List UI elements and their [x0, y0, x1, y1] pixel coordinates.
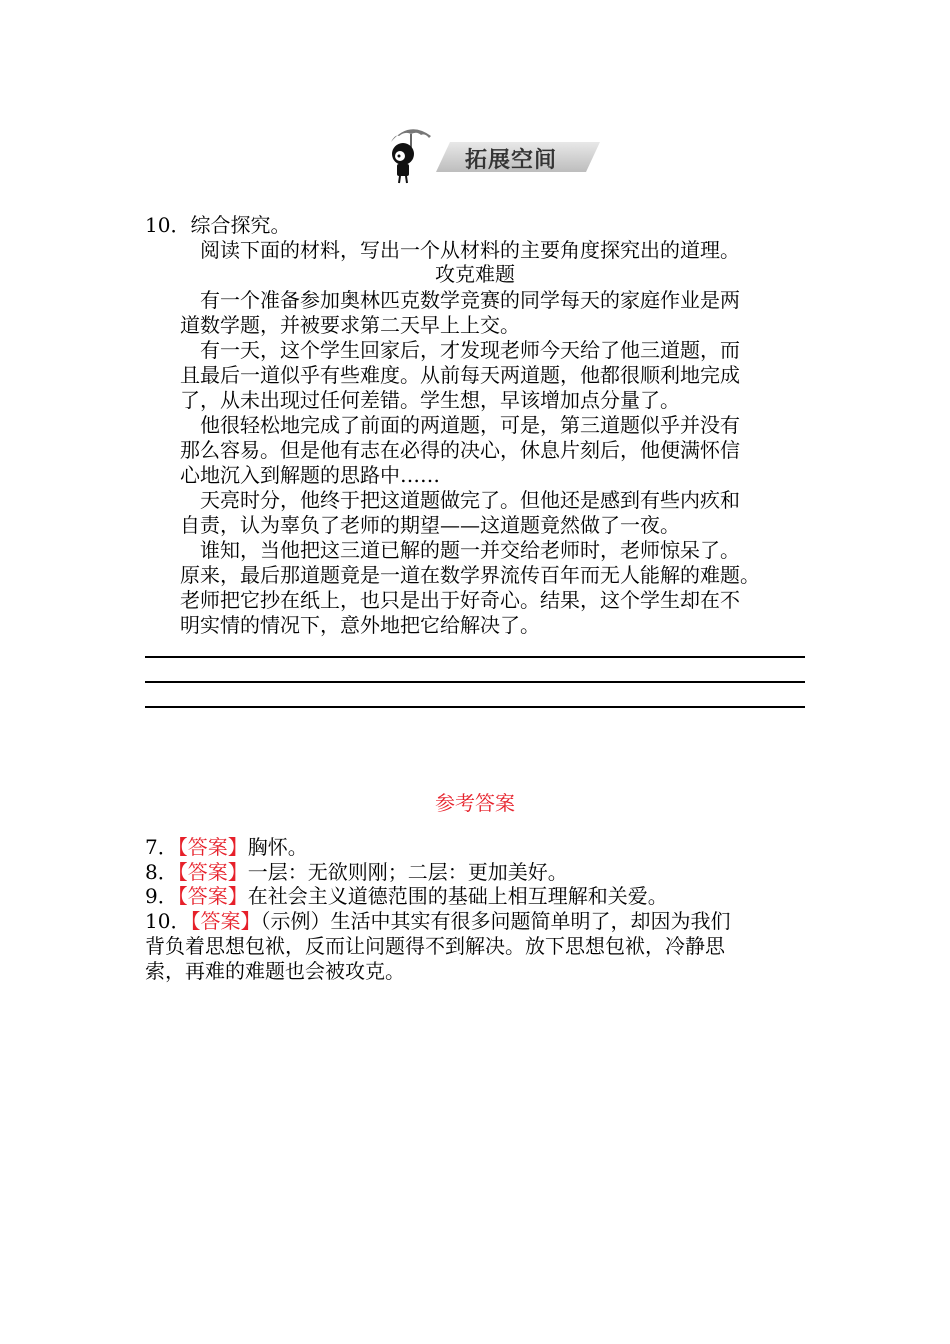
question-instruction: 阅读下面的材料，写出一个从材料的主要角度探究出的道理。: [200, 238, 740, 262]
answer-text: 在社会主义道德范围的基础上相互理解和关爱。: [247, 884, 668, 908]
passage-line: 谁知，当他把这三道已解的题一并交给老师时，老师惊呆了。: [180, 538, 740, 562]
answer-item-9: [145, 884, 807, 908]
answer-number: 10．: [145, 909, 191, 933]
answer-number: 9．: [145, 884, 178, 908]
answer-tag: 【答案】: [177, 884, 248, 908]
passage-line: 有一天，这个学生回家后，才发现老师今天给了他三道题，而: [180, 338, 740, 362]
passage-line: 自责，认为辜负了老师的期望——这道题竟然做了一夜。: [180, 513, 680, 537]
girl-with-umbrella-icon: [385, 120, 445, 185]
passage-line: 明实情的情况下，意外地把它给解决了。: [180, 613, 540, 637]
answer-tag: 【答案】: [177, 835, 248, 859]
section-banner: [385, 120, 615, 185]
passage-line: 天亮时分，他终于把这道题做完了。但他还是感到有些内疚和: [180, 488, 740, 512]
answer-item-7: [145, 835, 807, 859]
question-number-title: 10．综合探究。: [145, 213, 291, 237]
passage-line: 有一个准备参加奥林匹克数学竞赛的同学每天的家庭作业是两: [180, 288, 740, 312]
answer-continuation: 索，再难的难题也会被攻克。: [145, 959, 405, 983]
answer-writing-line[interactable]: [145, 656, 805, 658]
banner-title: 拓展空间: [465, 148, 558, 173]
answer-writing-line[interactable]: [145, 706, 805, 708]
answer-text: 胸怀。: [247, 835, 308, 859]
answer-number: 8．: [145, 860, 178, 884]
passage-line: 心地沉入到解题的思路中……: [180, 463, 440, 487]
answer-tag: 【答案】: [190, 909, 261, 933]
passage-line: 他很轻松地完成了前面的两道题，可是，第三道题似乎并没有: [180, 413, 740, 437]
answer-continuation: 背负着思想包袱，反而让问题得不到解决。放下思想包袱，冷静思: [145, 934, 725, 958]
answer-item-10: [145, 909, 807, 933]
passage-line: 老师把它抄在纸上，也只是出于好奇心。结果，这个学生却在不: [180, 588, 740, 612]
passage-line: 那么容易。但是他有志在必得的决心，休息片刻后，他便满怀信: [180, 438, 740, 462]
answers-title: 参考答案: [435, 791, 515, 815]
passage-title: 攻克难题: [435, 262, 515, 286]
passage-line: 且最后一道似乎有些难度。从前每天两道题，他都很顺利地完成: [180, 363, 740, 387]
answer-text: （示例）生活中其实有很多问题简单明了，却因为我们: [260, 909, 731, 933]
answer-item-8: [145, 860, 807, 884]
passage-line: 了，从未出现过任何差错。学生想，早该增加点分量了。: [180, 388, 680, 412]
answer-tag: 【答案】: [177, 860, 248, 884]
passage-line: 道数学题，并被要求第二天早上上交。: [180, 313, 520, 337]
answer-text: 一层：无欲则刚；二层：更加美好。: [247, 860, 568, 884]
passage-line: 原来，最后那道题竟是一道在数学界流传百年而无人能解的难题。: [180, 563, 760, 587]
answer-number: 7．: [145, 835, 178, 859]
answer-writing-line[interactable]: [145, 681, 805, 683]
